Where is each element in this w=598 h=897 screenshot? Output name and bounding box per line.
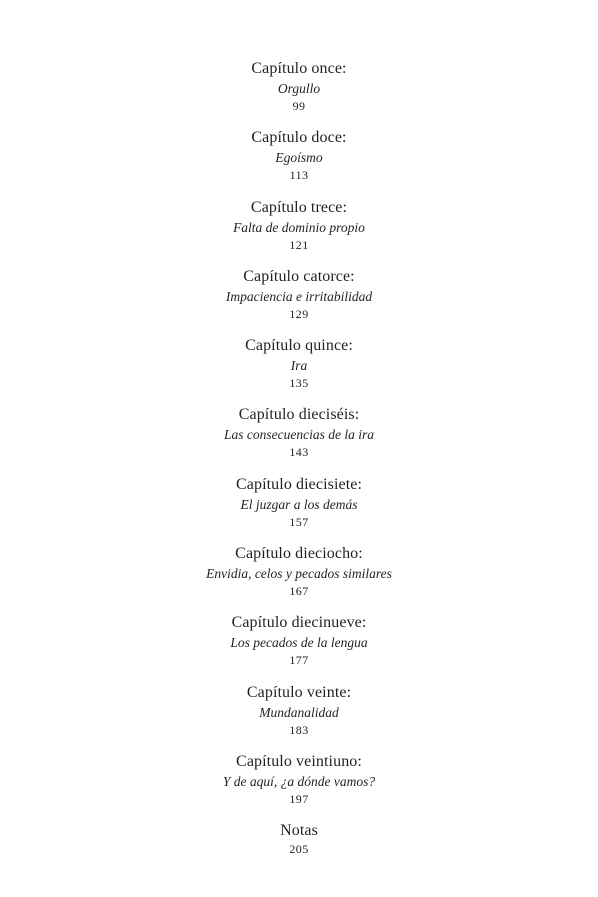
chapter-label: Capítulo dieciséis: [238, 406, 360, 424]
chapter-title: Egoísmo [275, 150, 323, 166]
toc-entry[interactable] [0, 336, 598, 405]
chapter-label: Capítulo diecisiete: [236, 475, 362, 493]
chapter-title: Mundanalidad [259, 704, 339, 720]
page-number: 205 [289, 842, 309, 857]
toc-entry[interactable] [0, 128, 598, 197]
chapter-title: Los pecados de la lengua [230, 635, 368, 651]
toc-entry[interactable] [0, 544, 598, 613]
page-number: 143 [289, 445, 309, 460]
chapter-label: Capítulo catorce: [243, 267, 355, 285]
toc-entry[interactable] [0, 198, 598, 267]
toc-entry[interactable] [0, 59, 598, 128]
page-number: 129 [289, 306, 309, 321]
page-number: 197 [289, 791, 309, 806]
chapter-title: Falta de dominio propio [233, 219, 365, 235]
toc-entry[interactable] [0, 683, 598, 752]
chapter-label: Capítulo once: [251, 60, 347, 77]
toc-entry-notes[interactable] [0, 821, 598, 890]
page-number: 121 [289, 237, 309, 252]
toc-entry[interactable] [0, 267, 598, 336]
page-number: 183 [289, 722, 309, 737]
chapter-label: Capítulo diecinueve: [231, 614, 367, 632]
page-number: 177 [289, 653, 309, 668]
page-number: 135 [289, 376, 309, 391]
chapter-title: Impaciencia e irritabilidad [225, 288, 373, 304]
chapter-title: Orgullo [277, 81, 321, 96]
page-number: 167 [289, 584, 309, 599]
page-number: 99 [292, 99, 306, 113]
chapter-label: Capítulo dieciocho: [235, 545, 363, 563]
chapter-title: Las consecuencias de la ira [224, 427, 374, 443]
page-number: 113 [289, 168, 309, 183]
notes-label: Notas [280, 822, 318, 840]
chapter-title: El juzgar a los demás [240, 496, 358, 512]
page-number: 157 [289, 514, 309, 529]
chapter-label: Capítulo veintiuno: [236, 752, 362, 770]
chapter-label: Capítulo quince: [245, 337, 353, 355]
toc-entry[interactable] [0, 752, 598, 821]
chapter-label: Capítulo veinte: [246, 683, 352, 701]
toc-entry[interactable] [0, 405, 598, 474]
table-of-contents [0, 59, 598, 891]
chapter-title: Ira [290, 358, 308, 374]
chapter-label: Capítulo trece: [250, 198, 348, 216]
chapter-title: Y de aquí, ¿a dónde vamos? [222, 773, 376, 789]
chapter-label: Capítulo doce: [251, 129, 347, 147]
toc-entry[interactable] [0, 613, 598, 682]
chapter-title: Envidia, celos y pecados similares [206, 566, 392, 582]
toc-entry[interactable] [0, 475, 598, 544]
